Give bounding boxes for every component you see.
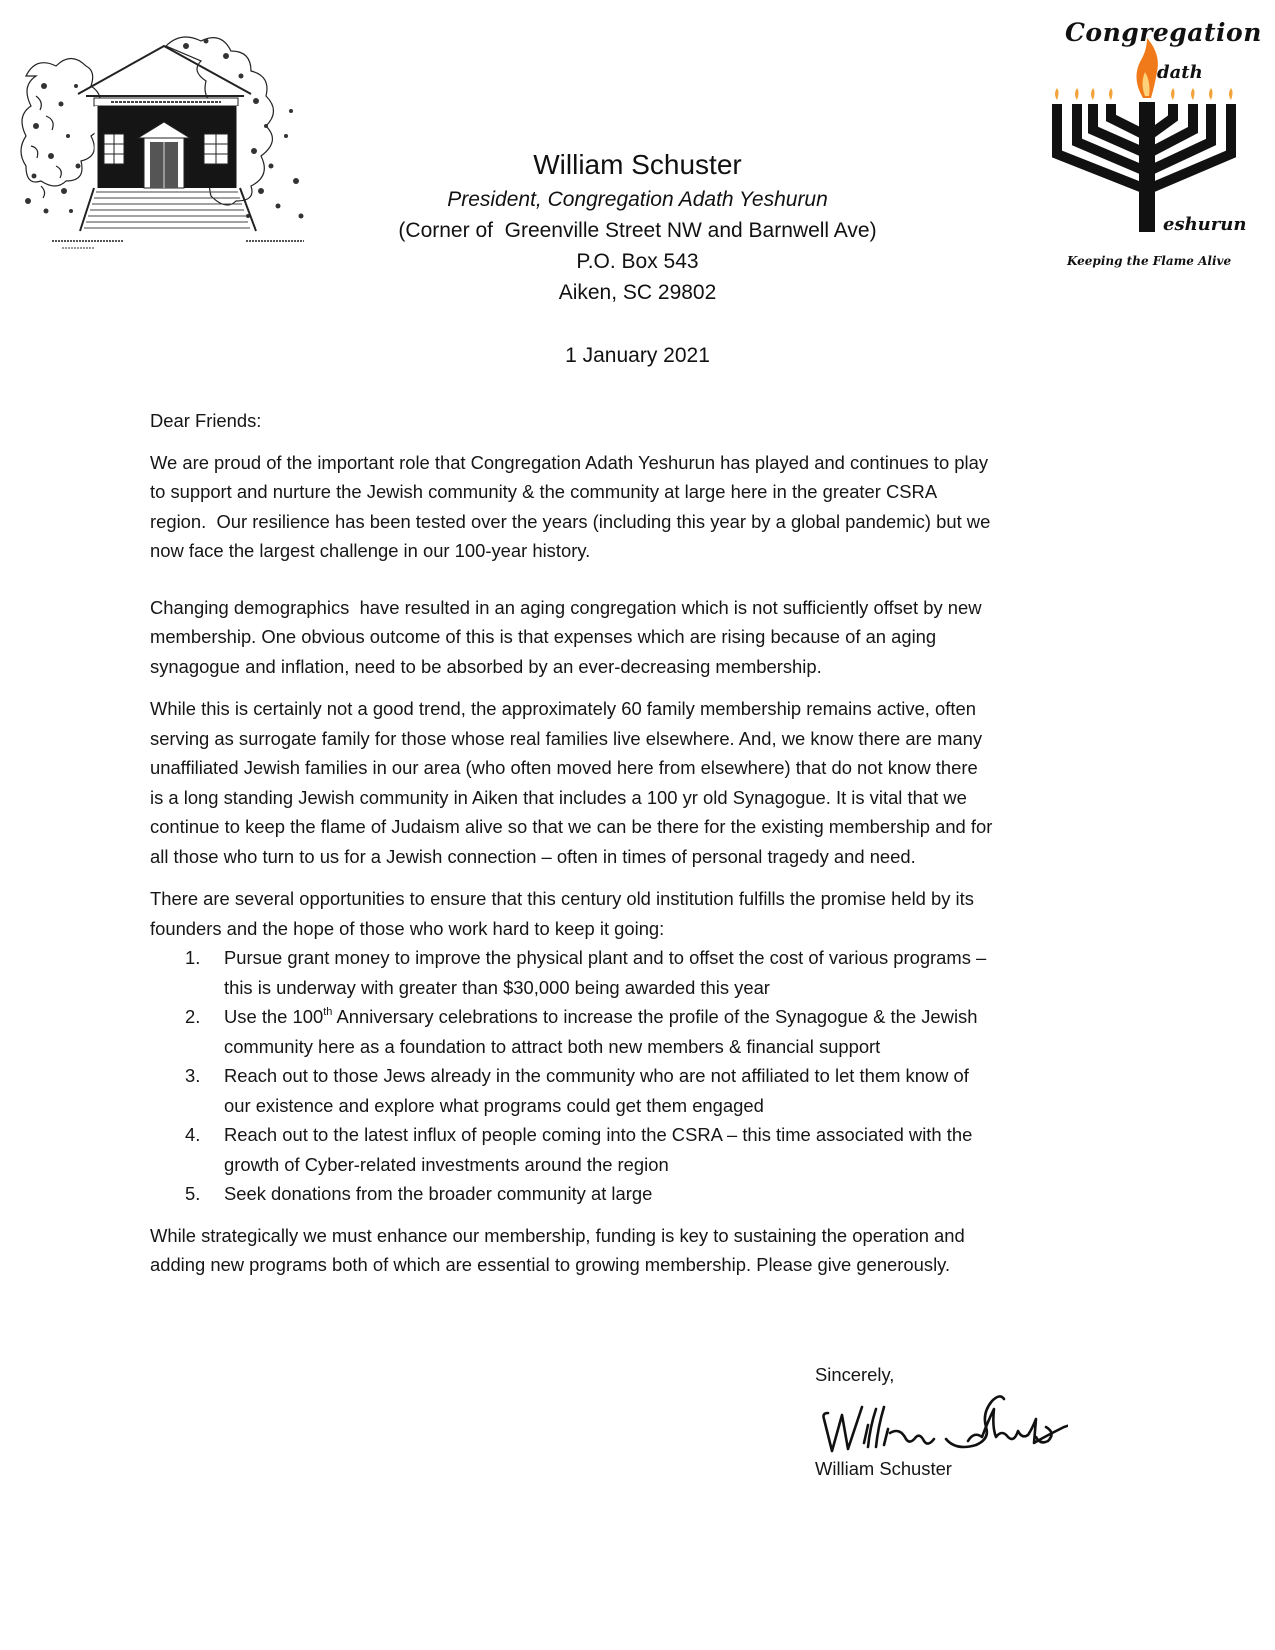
- paragraph-line: serving as surrogate family for those whose real families live elsewhere. And, we know there are many: [150, 727, 983, 749]
- list-item-line: Reach out to those Jews already in the community who are not affiliated to let them know of: [224, 1065, 969, 1086]
- paragraph-line: adding new programs both of which are essential to growing membership. Please give generously.: [150, 1254, 951, 1275]
- logo-adath: dath: [1157, 62, 1203, 83]
- list-item: [150, 1120, 1130, 1179]
- paragraph-intro: [150, 448, 1130, 566]
- list-number: 2.: [185, 1006, 201, 1027]
- list-number: 3.: [185, 1065, 201, 1086]
- paragraph-line: While strategically we must enhance our membership, funding is key to sustaining the operation and: [150, 1224, 965, 1246]
- congregation-logo: [1045, 18, 1260, 278]
- list-item-line: [224, 1002, 1130, 1032]
- list-item: [150, 1061, 1130, 1120]
- sender-title: President, Congregation Adath Yeshurun: [447, 188, 828, 211]
- logo-tagline: Keeping the Flame Alive: [1067, 254, 1232, 268]
- list-item-line: Reach out to the latest influx of people coming into the CSRA – this time associated with the: [224, 1124, 973, 1145]
- list-item-text: Anniversary celebrations to increase the profile of the Synagogue & the Jewish: [332, 1006, 978, 1027]
- sender-location: (Corner of Greenville Street NW and Barnwell Ave): [398, 219, 877, 242]
- logo-title: Congregation: [1065, 18, 1262, 47]
- paragraph-line: all those who turn to us for a Jewish connection – often in times of personal tragedy and need.: [150, 845, 916, 867]
- salutation: Dear Friends:: [150, 410, 262, 431]
- paragraph-line: There are several opportunities to ensure that this century old institution fulfills the promise held by its: [150, 888, 974, 909]
- list-item: [150, 943, 1130, 1002]
- list-number: 5.: [185, 1183, 201, 1204]
- sender-city: Aiken, SC 29802: [558, 281, 717, 304]
- paragraph-line: is a long standing Jewish community in Aiken that includes a 100 yr old Synagogue. It is vital that we: [150, 786, 967, 808]
- sender-name: William Schuster: [533, 149, 742, 180]
- ordinal-suffix: th: [323, 1006, 333, 1018]
- paragraph-line: to support and nurture the Jewish community & the community at large here in the greater CSRA: [150, 481, 938, 502]
- list-item-line: Seek donations from the broader community at large: [224, 1183, 653, 1204]
- paragraph-line: membership. One obvious outcome of this is that expenses which are rising because of an aging: [150, 626, 937, 647]
- list-item-line: our existence and explore what programs could get them engaged: [224, 1094, 764, 1116]
- list-number: 1.: [185, 947, 201, 968]
- paragraph-line: While this is certainly not a good trend, the approximately 60 family membership remains active, often: [150, 698, 976, 719]
- paragraph-line: founders and the hope of those who work hard to keep it going:: [150, 917, 665, 939]
- paragraph-demographics: [150, 593, 1130, 682]
- list-item: [150, 1002, 1130, 1061]
- list-item-text: Use the 100: [224, 1006, 324, 1027]
- paragraph-line: synagogue and inflation, need to be absorbed by an ever-decreasing membership.: [150, 655, 822, 677]
- closing-phrase: Sincerely,: [815, 1364, 895, 1385]
- paragraph-closing: [150, 1221, 1130, 1280]
- paragraph-opportunities-intro: [150, 884, 1130, 943]
- list-item: [150, 1179, 1130, 1209]
- sender-po-box: P.O. Box 543: [576, 250, 699, 273]
- menorah-icon: [1045, 18, 1260, 278]
- synagogue-sketch-image: [16, 16, 316, 256]
- paragraph-line: region. Our resilience has been tested over the years (including this year by a global pandemic) but we: [150, 510, 991, 532]
- list-item-line: this is underway with greater than $30,000 being awarded this year: [224, 976, 770, 998]
- paragraph-line: Changing demographics have resulted in an aging congregation which is not sufficiently offset by new: [150, 596, 982, 618]
- letterhead: [300, 148, 975, 371]
- paragraph-line: continue to keep the flame of Judaism alive so that we can be there for the existing membership and for: [150, 816, 993, 837]
- signer-name: William Schuster: [815, 1458, 952, 1479]
- paragraph-line: unaffiliated Jewish families in our area (who often moved here from elsewhere) that do not know there: [150, 757, 978, 778]
- list-item-line: community here as a foundation to attract both new members & financial support: [224, 1035, 881, 1057]
- letter-date: 1 January 2021: [565, 344, 710, 367]
- list-number: 4.: [185, 1124, 201, 1145]
- logo-eshurun: eshurun: [1163, 214, 1247, 235]
- signature-image: [818, 1393, 1068, 1459]
- paragraph-line: We are proud of the important role that Congregation Adath Yeshurun has played and continues to play: [150, 451, 989, 473]
- paragraph-membership: [150, 694, 1130, 871]
- letter-body: [150, 406, 1130, 1293]
- opportunities-list: [150, 943, 1130, 1209]
- list-item-line: growth of Cyber-related investments around the region: [224, 1153, 669, 1175]
- paragraph-line: now face the largest challenge in our 100-year history.: [150, 540, 591, 561]
- list-item-line: Pursue grant money to improve the physical plant and to offset the cost of various programs –: [224, 947, 987, 968]
